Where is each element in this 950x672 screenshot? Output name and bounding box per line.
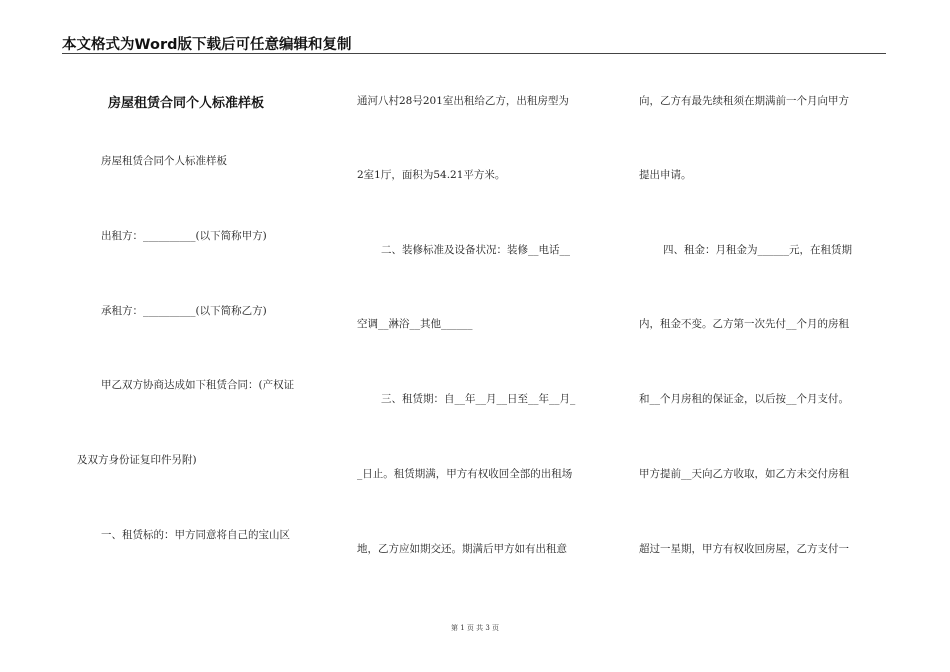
document-title: 房屋租赁合同个人标准样板 [108,96,265,111]
text-line: 二、装修标准及设备状况：装修__电话__ [381,244,570,256]
text-line: 三、租赁期：自__年__月__日至__年__月_ [381,393,576,405]
text-line: 承租方：__________(以下简称乙方) [101,305,267,317]
text-line: _日止。租赁期满，甲方有权收回全部的出租场 [357,468,573,480]
text-line: 甲乙双方协商达成如下租赁合同：(产权证 [101,379,295,391]
text-line: 及双方身份证复印件另附) [77,454,197,466]
header-rule [62,53,886,54]
text-line: 内，租金不变。乙方第一次先付__个月的房租 [639,318,849,330]
text-line: 和__个月房租的保证金，以后按__个月支付。 [639,393,849,405]
header-banner: 本文格式为Word版下载后可任意编辑和复制 [62,37,352,53]
text-line: 2室1厅，面积为54.21平方米。 [357,169,506,181]
text-line: 向，乙方有最先续租须在期满前一个月向甲方 [639,95,849,107]
text-line: 一、租赁标的：甲方同意将自己的宝山区 [101,529,290,541]
text-line: 通河八村28号201室出租给乙方，出租房型为 [357,95,569,107]
text-line: 甲方提前__天向乙方收取，如乙方未交付房租 [639,468,849,480]
text-line: 超过一星期，甲方有权收回房屋，乙方支付一 [639,543,849,555]
text-line: 四、租金：月租金为______元，在租赁期 [663,244,852,256]
text-line: 提出申请。 [639,169,692,181]
text-line: 房屋租赁合同个人标准样板 [101,155,227,167]
text-line: 出租方：__________(以下简称甲方) [101,230,267,242]
text-line: 地，乙方应如期交还。期满后甲方如有出租意 [357,543,567,555]
text-line: 空调__淋浴__其他______ [357,318,473,330]
page-number: 第 1 页 共 3 页 [450,624,500,632]
